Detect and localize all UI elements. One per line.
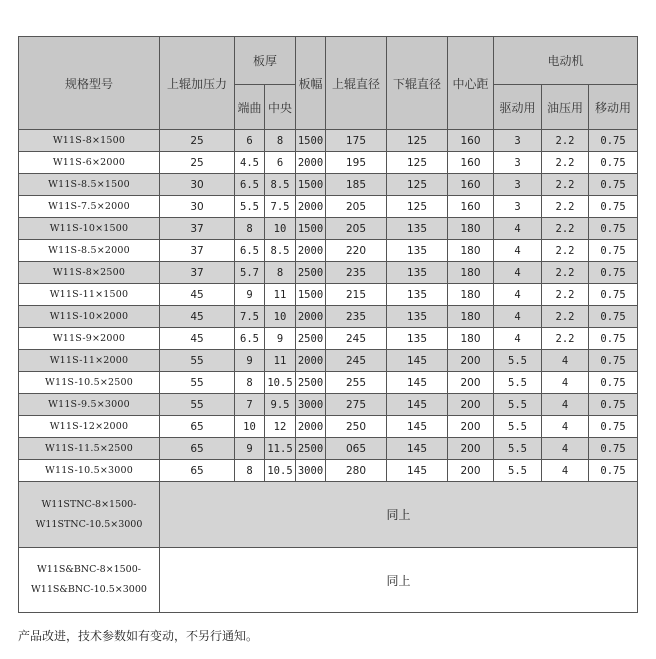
motor-hydraulic-cell: 2.2	[542, 130, 589, 152]
width-cell: 1500	[296, 130, 326, 152]
lower-roll-cell: 145	[387, 416, 448, 438]
model-cell: W11S-11×1500	[19, 284, 160, 306]
upper-roll-cell: 250	[326, 416, 387, 438]
model-cell: W11S-8.5×2000	[19, 240, 160, 262]
header-plate-thickness: 板厚	[235, 37, 296, 85]
motor-drive-cell: 5.5	[494, 394, 542, 416]
motor-drive-cell: 5.5	[494, 350, 542, 372]
model-cell: W11S-8.5×1500	[19, 174, 160, 196]
header-plate-width: 板幅	[296, 37, 326, 130]
center-distance-cell: 160	[448, 174, 494, 196]
pressure-cell: 45	[160, 306, 235, 328]
motor-move-cell: 0.75	[589, 262, 638, 284]
header-upper-roll-pressure: 上辊加压力	[160, 37, 235, 130]
center-distance-cell: 160	[448, 196, 494, 218]
variant-model-line: W11STNC-8×1500-	[41, 498, 137, 510]
thickness-center-cell: 10.5	[265, 460, 296, 482]
motor-move-cell: 0.75	[589, 130, 638, 152]
width-cell: 2000	[296, 196, 326, 218]
motor-move-cell: 0.75	[589, 328, 638, 350]
header-center-distance: 中心距	[448, 37, 494, 130]
width-cell: 2500	[296, 328, 326, 350]
motor-hydraulic-cell: 2.2	[542, 240, 589, 262]
center-distance-cell: 180	[448, 240, 494, 262]
motor-drive-cell: 4	[494, 284, 542, 306]
pressure-cell: 55	[160, 394, 235, 416]
lower-roll-cell: 135	[387, 284, 448, 306]
pressure-cell: 25	[160, 152, 235, 174]
motor-drive-cell: 3	[494, 174, 542, 196]
thickness-end-cell: 7	[235, 394, 265, 416]
pressure-cell: 55	[160, 372, 235, 394]
header-motor: 电动机	[494, 37, 638, 85]
lower-roll-cell: 145	[387, 394, 448, 416]
thickness-center-cell: 11	[265, 350, 296, 372]
thickness-center-cell: 8	[265, 262, 296, 284]
motor-hydraulic-cell: 2.2	[542, 328, 589, 350]
thickness-end-cell: 5.7	[235, 262, 265, 284]
pressure-cell: 45	[160, 328, 235, 350]
table-row	[19, 438, 638, 460]
motor-move-cell: 0.75	[589, 416, 638, 438]
width-cell: 3000	[296, 394, 326, 416]
motor-move-cell: 0.75	[589, 240, 638, 262]
width-cell: 2000	[296, 416, 326, 438]
lower-roll-cell: 125	[387, 196, 448, 218]
header-motor-drive: 驱动用	[494, 85, 542, 130]
model-cell: W11S-7.5×2000	[19, 196, 160, 218]
motor-drive-cell: 4	[494, 218, 542, 240]
thickness-center-cell: 8	[265, 130, 296, 152]
thickness-center-cell: 8.5	[265, 174, 296, 196]
motor-drive-cell: 5.5	[494, 416, 542, 438]
motor-hydraulic-cell: 2.2	[542, 174, 589, 196]
thickness-end-cell: 4.5	[235, 152, 265, 174]
width-cell: 1500	[296, 284, 326, 306]
motor-hydraulic-cell: 4	[542, 372, 589, 394]
motor-move-cell: 0.75	[589, 438, 638, 460]
motor-move-cell: 0.75	[589, 152, 638, 174]
center-distance-cell: 180	[448, 284, 494, 306]
thickness-center-cell: 11.5	[265, 438, 296, 460]
thickness-center-cell: 12	[265, 416, 296, 438]
motor-drive-cell: 3	[494, 152, 542, 174]
center-distance-cell: 180	[448, 328, 494, 350]
lower-roll-cell: 135	[387, 306, 448, 328]
table-row	[19, 350, 638, 372]
lower-roll-cell: 125	[387, 152, 448, 174]
lower-roll-cell: 135	[387, 262, 448, 284]
center-distance-cell: 160	[448, 152, 494, 174]
motor-move-cell: 0.75	[589, 350, 638, 372]
width-cell: 2000	[296, 152, 326, 174]
motor-hydraulic-cell: 2.2	[542, 262, 589, 284]
thickness-end-cell: 6.5	[235, 240, 265, 262]
table-row	[19, 218, 638, 240]
header-motor-hydraulic: 油压用	[542, 85, 589, 130]
model-cell: W11S-12×2000	[19, 416, 160, 438]
motor-drive-cell: 5.5	[494, 460, 542, 482]
upper-roll-cell: 235	[326, 306, 387, 328]
thickness-center-cell: 10.5	[265, 372, 296, 394]
model-cell: W11S-11.5×2500	[19, 438, 160, 460]
thickness-end-cell: 10	[235, 416, 265, 438]
model-cell: W11S-8×2500	[19, 262, 160, 284]
table-row	[19, 372, 638, 394]
width-cell: 2000	[296, 350, 326, 372]
motor-move-cell: 0.75	[589, 218, 638, 240]
lower-roll-cell: 145	[387, 372, 448, 394]
header-upper-roll-diameter: 上辊直径	[326, 37, 387, 130]
variant-model-cell	[19, 482, 160, 548]
motor-move-cell: 0.75	[589, 196, 638, 218]
header-thickness-end-bend: 端曲	[235, 85, 265, 130]
motor-hydraulic-cell: 2.2	[542, 306, 589, 328]
model-cell: W11S-9.5×3000	[19, 394, 160, 416]
motor-drive-cell: 5.5	[494, 438, 542, 460]
thickness-center-cell: 9.5	[265, 394, 296, 416]
upper-roll-cell: 280	[326, 460, 387, 482]
model-cell: W11S-8×1500	[19, 130, 160, 152]
pressure-cell: 37	[160, 218, 235, 240]
thickness-end-cell: 6.5	[235, 328, 265, 350]
center-distance-cell: 200	[448, 394, 494, 416]
lower-roll-cell: 145	[387, 350, 448, 372]
thickness-center-cell: 11	[265, 284, 296, 306]
upper-roll-cell: 065	[326, 438, 387, 460]
pressure-cell: 30	[160, 196, 235, 218]
pressure-cell: 65	[160, 438, 235, 460]
variant-model-line: W11S&BNC-10.5×3000	[31, 584, 147, 595]
table-row	[19, 240, 638, 262]
motor-move-cell: 0.75	[589, 174, 638, 196]
header-model: 规格型号	[19, 37, 160, 130]
motor-hydraulic-cell: 4	[542, 350, 589, 372]
variant-row-tnc	[19, 482, 638, 548]
center-distance-cell: 180	[448, 218, 494, 240]
thickness-center-cell: 10	[265, 306, 296, 328]
width-cell: 2000	[296, 240, 326, 262]
thickness-end-cell: 8	[235, 372, 265, 394]
table-row	[19, 174, 638, 196]
thickness-center-cell: 6	[265, 152, 296, 174]
variant-same-as-above: 同上	[160, 548, 638, 613]
thickness-end-cell: 9	[235, 284, 265, 306]
table-row	[19, 328, 638, 350]
model-cell: W11S-10×1500	[19, 218, 160, 240]
table-row	[19, 306, 638, 328]
lower-roll-cell: 135	[387, 218, 448, 240]
motor-move-cell: 0.75	[589, 460, 638, 482]
motor-drive-cell: 3	[494, 196, 542, 218]
header-motor-move: 移动用	[589, 85, 638, 130]
header-lower-roll-diameter: 下辊直径	[387, 37, 448, 130]
width-cell: 2500	[296, 438, 326, 460]
pressure-cell: 37	[160, 240, 235, 262]
upper-roll-cell: 185	[326, 174, 387, 196]
variant-model-line: W11STNC-10.5×3000	[35, 518, 143, 530]
lower-roll-cell: 125	[387, 130, 448, 152]
spec-table-body	[19, 130, 638, 613]
footnote: 产品改进，技术参数如有变动，不另行通知。	[18, 629, 259, 643]
motor-hydraulic-cell: 4	[542, 438, 589, 460]
pressure-cell: 37	[160, 262, 235, 284]
upper-roll-cell: 205	[326, 218, 387, 240]
motor-drive-cell: 4	[494, 262, 542, 284]
lower-roll-cell: 145	[387, 438, 448, 460]
pressure-cell: 25	[160, 130, 235, 152]
motor-drive-cell: 4	[494, 306, 542, 328]
variant-row-bnc	[19, 548, 638, 613]
model-cell: W11S-6×2000	[19, 152, 160, 174]
motor-hydraulic-cell: 4	[542, 394, 589, 416]
thickness-end-cell: 9	[235, 438, 265, 460]
motor-move-cell: 0.75	[589, 372, 638, 394]
upper-roll-cell: 245	[326, 350, 387, 372]
lower-roll-cell: 135	[387, 328, 448, 350]
model-cell: W11S-11×2000	[19, 350, 160, 372]
table-row	[19, 394, 638, 416]
width-cell: 3000	[296, 460, 326, 482]
table-row	[19, 130, 638, 152]
thickness-center-cell: 9	[265, 328, 296, 350]
center-distance-cell: 180	[448, 262, 494, 284]
upper-roll-cell: 215	[326, 284, 387, 306]
lower-roll-cell: 145	[387, 460, 448, 482]
spec-table	[18, 36, 638, 613]
width-cell: 2500	[296, 262, 326, 284]
variant-model-line: W11S&BNC-8×1500-	[37, 564, 141, 575]
model-cell: W11S-9×2000	[19, 328, 160, 350]
motor-hydraulic-cell: 2.2	[542, 196, 589, 218]
header-thickness-center: 中央	[265, 85, 296, 130]
upper-roll-cell: 220	[326, 240, 387, 262]
width-cell: 1500	[296, 218, 326, 240]
motor-drive-cell: 4	[494, 240, 542, 262]
thickness-center-cell: 10	[265, 218, 296, 240]
upper-roll-cell: 275	[326, 394, 387, 416]
center-distance-cell: 180	[448, 306, 494, 328]
width-cell: 2500	[296, 372, 326, 394]
thickness-end-cell: 8	[235, 460, 265, 482]
thickness-end-cell: 6	[235, 130, 265, 152]
motor-move-cell: 0.75	[589, 394, 638, 416]
motor-hydraulic-cell: 2.2	[542, 284, 589, 306]
center-distance-cell: 200	[448, 438, 494, 460]
motor-hydraulic-cell: 4	[542, 460, 589, 482]
upper-roll-cell: 175	[326, 130, 387, 152]
thickness-end-cell: 6.5	[235, 174, 265, 196]
thickness-end-cell: 5.5	[235, 196, 265, 218]
pressure-cell: 30	[160, 174, 235, 196]
center-distance-cell: 200	[448, 372, 494, 394]
motor-hydraulic-cell: 2.2	[542, 218, 589, 240]
motor-move-cell: 0.75	[589, 306, 638, 328]
width-cell: 1500	[296, 174, 326, 196]
model-cell: W11S-10.5×3000	[19, 460, 160, 482]
model-cell: W11S-10.5×2500	[19, 372, 160, 394]
thickness-end-cell: 7.5	[235, 306, 265, 328]
motor-hydraulic-cell: 4	[542, 416, 589, 438]
upper-roll-cell: 205	[326, 196, 387, 218]
thickness-center-cell: 7.5	[265, 196, 296, 218]
pressure-cell: 65	[160, 416, 235, 438]
upper-roll-cell: 235	[326, 262, 387, 284]
table-row	[19, 196, 638, 218]
lower-roll-cell: 135	[387, 240, 448, 262]
table-row	[19, 460, 638, 482]
center-distance-cell: 200	[448, 350, 494, 372]
motor-drive-cell: 3	[494, 130, 542, 152]
lower-roll-cell: 125	[387, 174, 448, 196]
center-distance-cell: 200	[448, 416, 494, 438]
variant-same-as-above: 同上	[160, 482, 638, 548]
variant-model-cell	[19, 548, 160, 613]
table-row	[19, 284, 638, 306]
table-row	[19, 152, 638, 174]
pressure-cell: 45	[160, 284, 235, 306]
motor-move-cell: 0.75	[589, 284, 638, 306]
thickness-end-cell: 9	[235, 350, 265, 372]
motor-drive-cell: 5.5	[494, 372, 542, 394]
motor-drive-cell: 4	[494, 328, 542, 350]
pressure-cell: 55	[160, 350, 235, 372]
upper-roll-cell: 255	[326, 372, 387, 394]
table-row	[19, 262, 638, 284]
center-distance-cell: 200	[448, 460, 494, 482]
thickness-end-cell: 8	[235, 218, 265, 240]
pressure-cell: 65	[160, 460, 235, 482]
thickness-center-cell: 8.5	[265, 240, 296, 262]
model-cell: W11S-10×2000	[19, 306, 160, 328]
upper-roll-cell: 245	[326, 328, 387, 350]
table-row	[19, 416, 638, 438]
upper-roll-cell: 195	[326, 152, 387, 174]
width-cell: 2000	[296, 306, 326, 328]
motor-hydraulic-cell: 2.2	[542, 152, 589, 174]
center-distance-cell: 160	[448, 130, 494, 152]
